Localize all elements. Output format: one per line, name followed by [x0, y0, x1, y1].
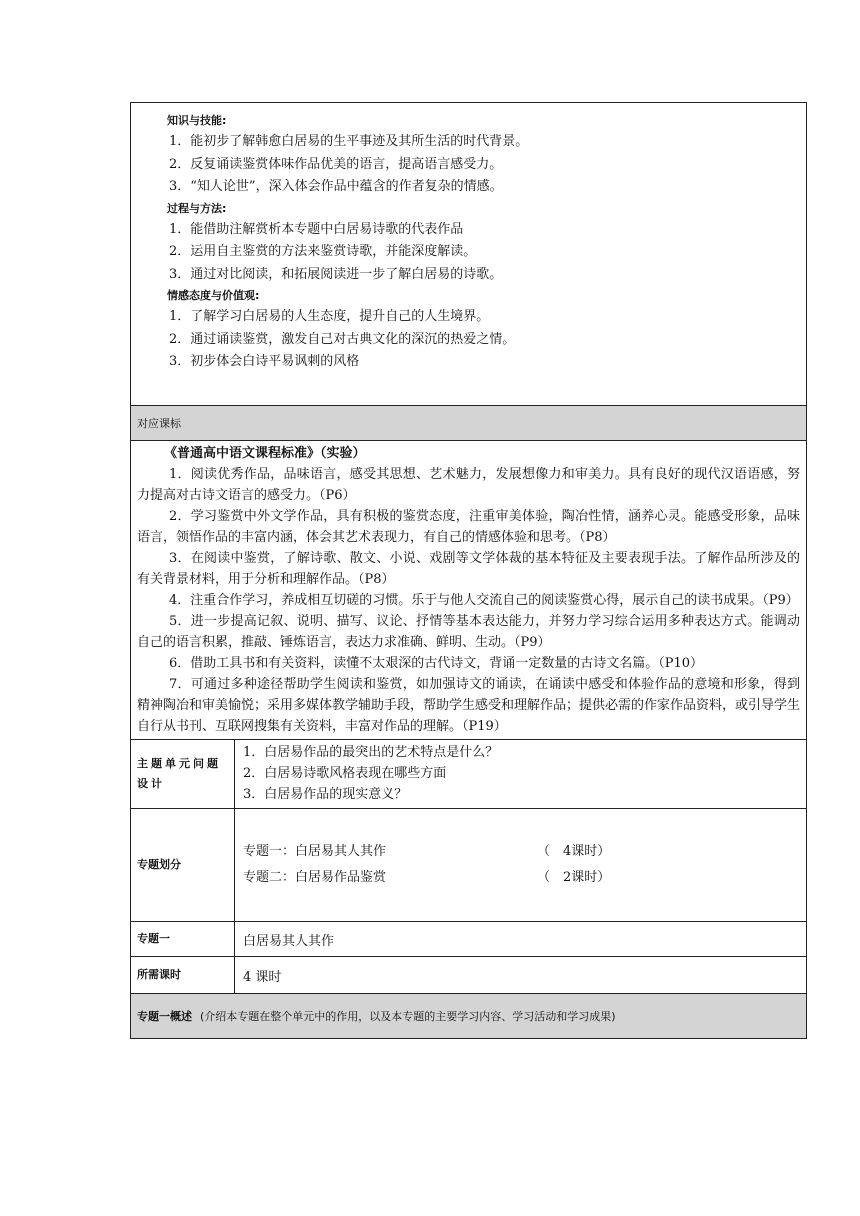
section-heading: 过程与方法:	[167, 201, 227, 215]
topic1-row	[131, 922, 807, 957]
objectives-section-knowledge	[131, 111, 806, 199]
topic-name: 专题一：白居易其人其作	[243, 844, 387, 859]
standards-row	[131, 441, 807, 740]
topic-name: 专题二：白居易作品鉴赏	[243, 870, 387, 885]
topic1-label: 专题一	[131, 922, 235, 957]
objective-item: 2．反复诵读鉴赏体味作品优美的语言，提高语言感受力。	[169, 156, 503, 172]
standard-paragraph: 1．阅读优秀作品，品味语言，感受其思想、艺术魅力，发展想像力和审美力。具有良好的现代汉语语感，努力提高对古诗文语言的感受力。（P6）	[137, 467, 800, 503]
objective-item: 2．通过诵读鉴赏，激发自己对古典文化的深沉的热爱之情。	[169, 331, 516, 347]
hours-row	[131, 957, 807, 994]
objective-item: 1．了解学习白居易的人生态度，提升自己的人生境界。	[169, 309, 490, 324]
objective-item: 3．初步体会白诗平易讽刺的风格	[169, 354, 360, 369]
hours-value: 4 课时	[235, 957, 807, 994]
section-heading: 情感态度与价值观:	[167, 289, 260, 302]
topic-hours: （ 2课时）	[537, 870, 611, 885]
standard-paragraph: 2．学习鉴赏中外文学作品，具有积极的鉴赏态度，注重审美体验，陶冶性情，涵养心灵。能感受形象，品味语言，领悟作品的丰富内涵，体会其艺术表现力，有自己的情感体验和思考。（P8）	[137, 509, 800, 545]
objective-item: 3．“知人论世”，深入体会作品中蕴含的作者复杂的情感。	[169, 179, 503, 194]
standard-paragraph: 5．进一步提高记叙、说明、描写、议论、抒情等基本表达能力，并努力学习综合运用多种表达方式。能调动自己的语言积累，推敲、锤炼语言，表达力求准确、鲜明、生动。（P9）	[137, 614, 800, 650]
standard-paragraph: 6．借助工具书和有关资料，读懂不太艰深的古代诗文，背诵一定数量的古诗文名篇。（P10）	[169, 656, 704, 671]
overview-row	[131, 994, 807, 1039]
questions-row	[131, 740, 807, 809]
standards-cell	[131, 441, 807, 740]
lesson-plan-table	[130, 102, 807, 1039]
division-label: 专题划分	[131, 809, 235, 922]
questions-cell	[235, 740, 807, 809]
standard-paragraph: 7．可通过多种途径帮助学生阅读和鉴赏，如加强诗文的诵读，在诵读中感受和体验作品的意境和形象，得到精神陶冶和审美愉悦；采用多媒体教学辅助手段，帮助学生感受和理解作品；提供必需的作家作品资料，或引导学生自行从书刊、互联网搜集有关资料，丰富对作品的理解。（P19）	[137, 677, 801, 734]
objective-item: 1．能借助注解赏析本专题中白居易诗歌的代表作品	[169, 221, 464, 237]
question-item: 3．白居易作品的现实意义？	[243, 787, 408, 802]
standard-paragraph: 3．在阅读中鉴赏，了解诗歌、散文、小说、戏剧等文学体裁的基本特征及主要表现手法。了解作品所涉及的有关背景材料，用于分析和理解作品。（P8）	[137, 551, 800, 587]
topic-entry	[235, 839, 806, 865]
standard-paragraph: 4．注重合作学习，养成相互切磋的习惯。乐于与他人交流自己的阅读鉴赏心得，展示自己的读书成果。（P9）	[169, 593, 799, 608]
topic-entry	[235, 865, 806, 891]
question-item: 2．白居易诗歌风格表现在哪些方面	[243, 766, 447, 781]
division-row	[131, 809, 807, 922]
objective-item: 2．运用自主鉴赏的方法来鉴赏诗歌，并能深度解读。	[169, 244, 477, 259]
section-heading: 知识与技能:	[167, 114, 227, 127]
standards-title: 《普通高中语文课程标准》（实验）	[164, 446, 366, 461]
division-cell	[235, 809, 807, 922]
lesson-plan-document	[130, 102, 806, 1039]
standards-header: 对应课标	[131, 406, 807, 441]
overview-note: (介绍本专题在整个单元中的作用，以及本专题的主要学习内容、学习活动和学习成果)	[200, 1010, 616, 1023]
hours-label: 所需课时	[131, 957, 235, 994]
topic1-value: 白居易其人其作	[235, 922, 807, 957]
objectives-section-process	[131, 199, 806, 287]
questions-label: 主题单元问题设计	[131, 740, 235, 809]
objectives-cell	[131, 103, 807, 406]
topic-hours: （ 4课时）	[537, 844, 611, 859]
overview-label: 专题一概述	[137, 1010, 192, 1023]
objectives-section-attitude	[131, 286, 806, 374]
question-item: 1．白居易作品的最突出的艺术特点是什么？	[243, 745, 499, 760]
objective-item: 3．通过对比阅读，和拓展阅读进一步了解白居易的诗歌。	[169, 266, 503, 282]
objective-item: 1．能初步了解韩愈白居易的生平事迹及其所生活的时代背景。	[169, 134, 529, 149]
overview-cell	[131, 994, 807, 1039]
standards-header-row	[131, 406, 807, 441]
objectives-row	[131, 103, 807, 406]
